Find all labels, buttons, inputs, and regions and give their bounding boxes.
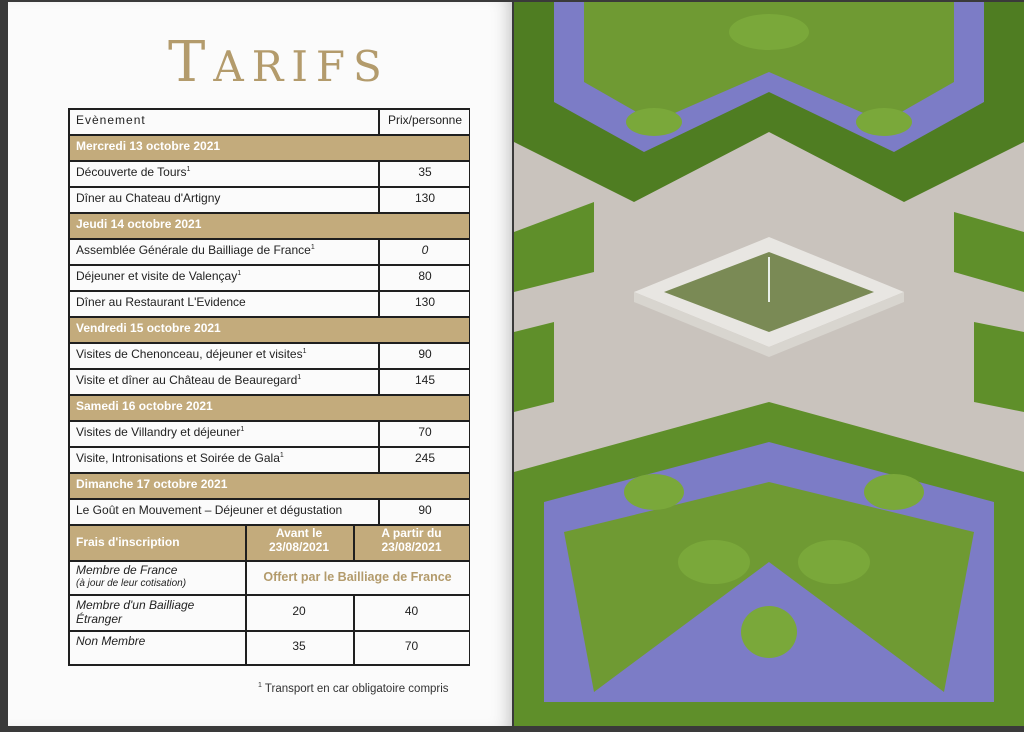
table-line [68,108,470,110]
table-line [68,394,470,396]
event-price: 130 [414,295,436,309]
fees-non-member-row-label: Non Membre [76,634,146,648]
table-line [378,446,380,472]
table-row [68,420,470,446]
member-fr-offer: Offert par le Bailliage de France [263,570,452,584]
table-row [68,290,470,316]
table-line [378,264,380,290]
event-name: Dîner au Restaurant L'Evidence [76,295,246,309]
day-row [68,394,470,420]
table-row [68,264,470,290]
tarifs-table [8,2,512,726]
table-row [68,368,470,394]
day-heading: Samedi 16 octobre 2021 [76,399,213,413]
table-row [68,446,470,472]
table-line [68,630,470,632]
table-line [353,630,355,664]
event-price: 245 [414,451,436,465]
table-line [378,290,380,316]
table-line [68,212,470,214]
fees-non-member-row [68,630,470,664]
table-line [378,342,380,368]
table-header-row [68,108,470,134]
fees-member-fr-row [68,560,470,594]
table-line [378,368,380,394]
table-line [68,446,470,448]
table-line [245,524,247,560]
table-row [68,498,470,524]
table-line [68,108,70,666]
event-price: 90 [418,503,432,517]
garden-photo [514,2,1024,726]
event-name: Evènement [76,113,146,127]
fees-header: Frais d'inscription [76,535,180,549]
event-price: 0 [421,243,429,257]
fees-header-row [68,524,470,560]
table-row [68,186,470,212]
table-row [68,238,470,264]
day-heading: Jeudi 14 octobre 2021 [76,217,202,231]
table-line [68,664,470,666]
table-row [68,160,470,186]
fees-member-foreign-row [68,594,470,630]
table-line [68,290,470,292]
event-price: 145 [414,373,436,387]
event-name: Déjeuner et visite de Valençay$^1$ [76,269,242,283]
table-line [245,594,247,630]
day-heading: Vendredi 15 octobre 2021 [76,321,221,335]
event-price: 80 [418,269,432,283]
table-line [68,420,470,422]
fees-member-foreign-row-label: Membre d'un Bailliage Étranger [76,598,195,626]
table-line [378,238,380,264]
event-name: Dîner au Chateau d'Artigny [76,191,221,205]
event-name: Visite et dîner au Château de Beauregard$^1$ [76,373,302,387]
day-row [68,212,470,238]
fees-member-foreign-row-before: 20 [292,604,306,618]
table-line [245,630,247,664]
day-heading: Mercredi 13 octobre 2021 [76,139,221,153]
event-name: Assemblée Générale du Bailliage de France$^1$ [76,243,315,257]
table-line [378,160,380,186]
table-line [68,238,470,240]
table-line [68,472,470,474]
event-name: Découverte de Tours$^1$ [76,165,191,179]
table-line [68,524,470,526]
table-line [378,108,380,134]
table-row [68,342,470,368]
table-line [68,594,470,596]
table-line [68,368,470,370]
table-line [469,108,471,666]
day-row [68,316,470,342]
table-line [68,316,470,318]
day-heading: Dimanche 17 octobre 2021 [76,477,228,491]
event-name: Visites de Chenonceau, déjeuner et visites$^1$ [76,347,307,361]
event-name: Le Goût en Mouvement – Déjeuner et dégustation [76,503,343,517]
event-name: Visite, Intronisations et Soirée de Gala$^1$ [76,451,284,465]
table-line [245,560,247,594]
table-line [378,498,380,524]
table-line [68,264,470,266]
table-line [68,186,470,188]
day-row [68,472,470,498]
event-name: Visites de Villandry et déjeuner$^1$ [76,425,245,439]
member-fr-label: Membre de France [76,563,178,577]
table-line [68,134,470,136]
event-price: 90 [418,347,432,361]
event-price: 130 [414,191,436,205]
table-line [68,498,470,500]
formal-garden-image [514,2,1024,726]
table-line [378,420,380,446]
member-fr-note: (à jour de leur cotisation) [76,578,187,589]
table-line [68,160,470,162]
table-line [68,342,470,344]
fees-member-foreign-row-after: 40 [404,604,419,618]
event-price: 70 [418,425,432,439]
table-line [378,186,380,212]
day-row [68,134,470,160]
fees-non-member-row-after: 70 [404,639,419,653]
table-line [68,560,470,562]
event-price: Prix/personne [387,113,463,127]
table-line [353,594,355,630]
fees-col-after: A partir du 23/08/2021 [381,526,442,554]
fees-col-before: Avant le 23/08/2021 [268,526,330,554]
fees-non-member-row-before: 35 [292,639,306,653]
page-title: TARIFS [168,30,390,95]
footnote: $^1$ Transport en car obligatoire compris [258,682,449,695]
table-line [353,524,355,560]
event-price: 35 [418,165,432,179]
